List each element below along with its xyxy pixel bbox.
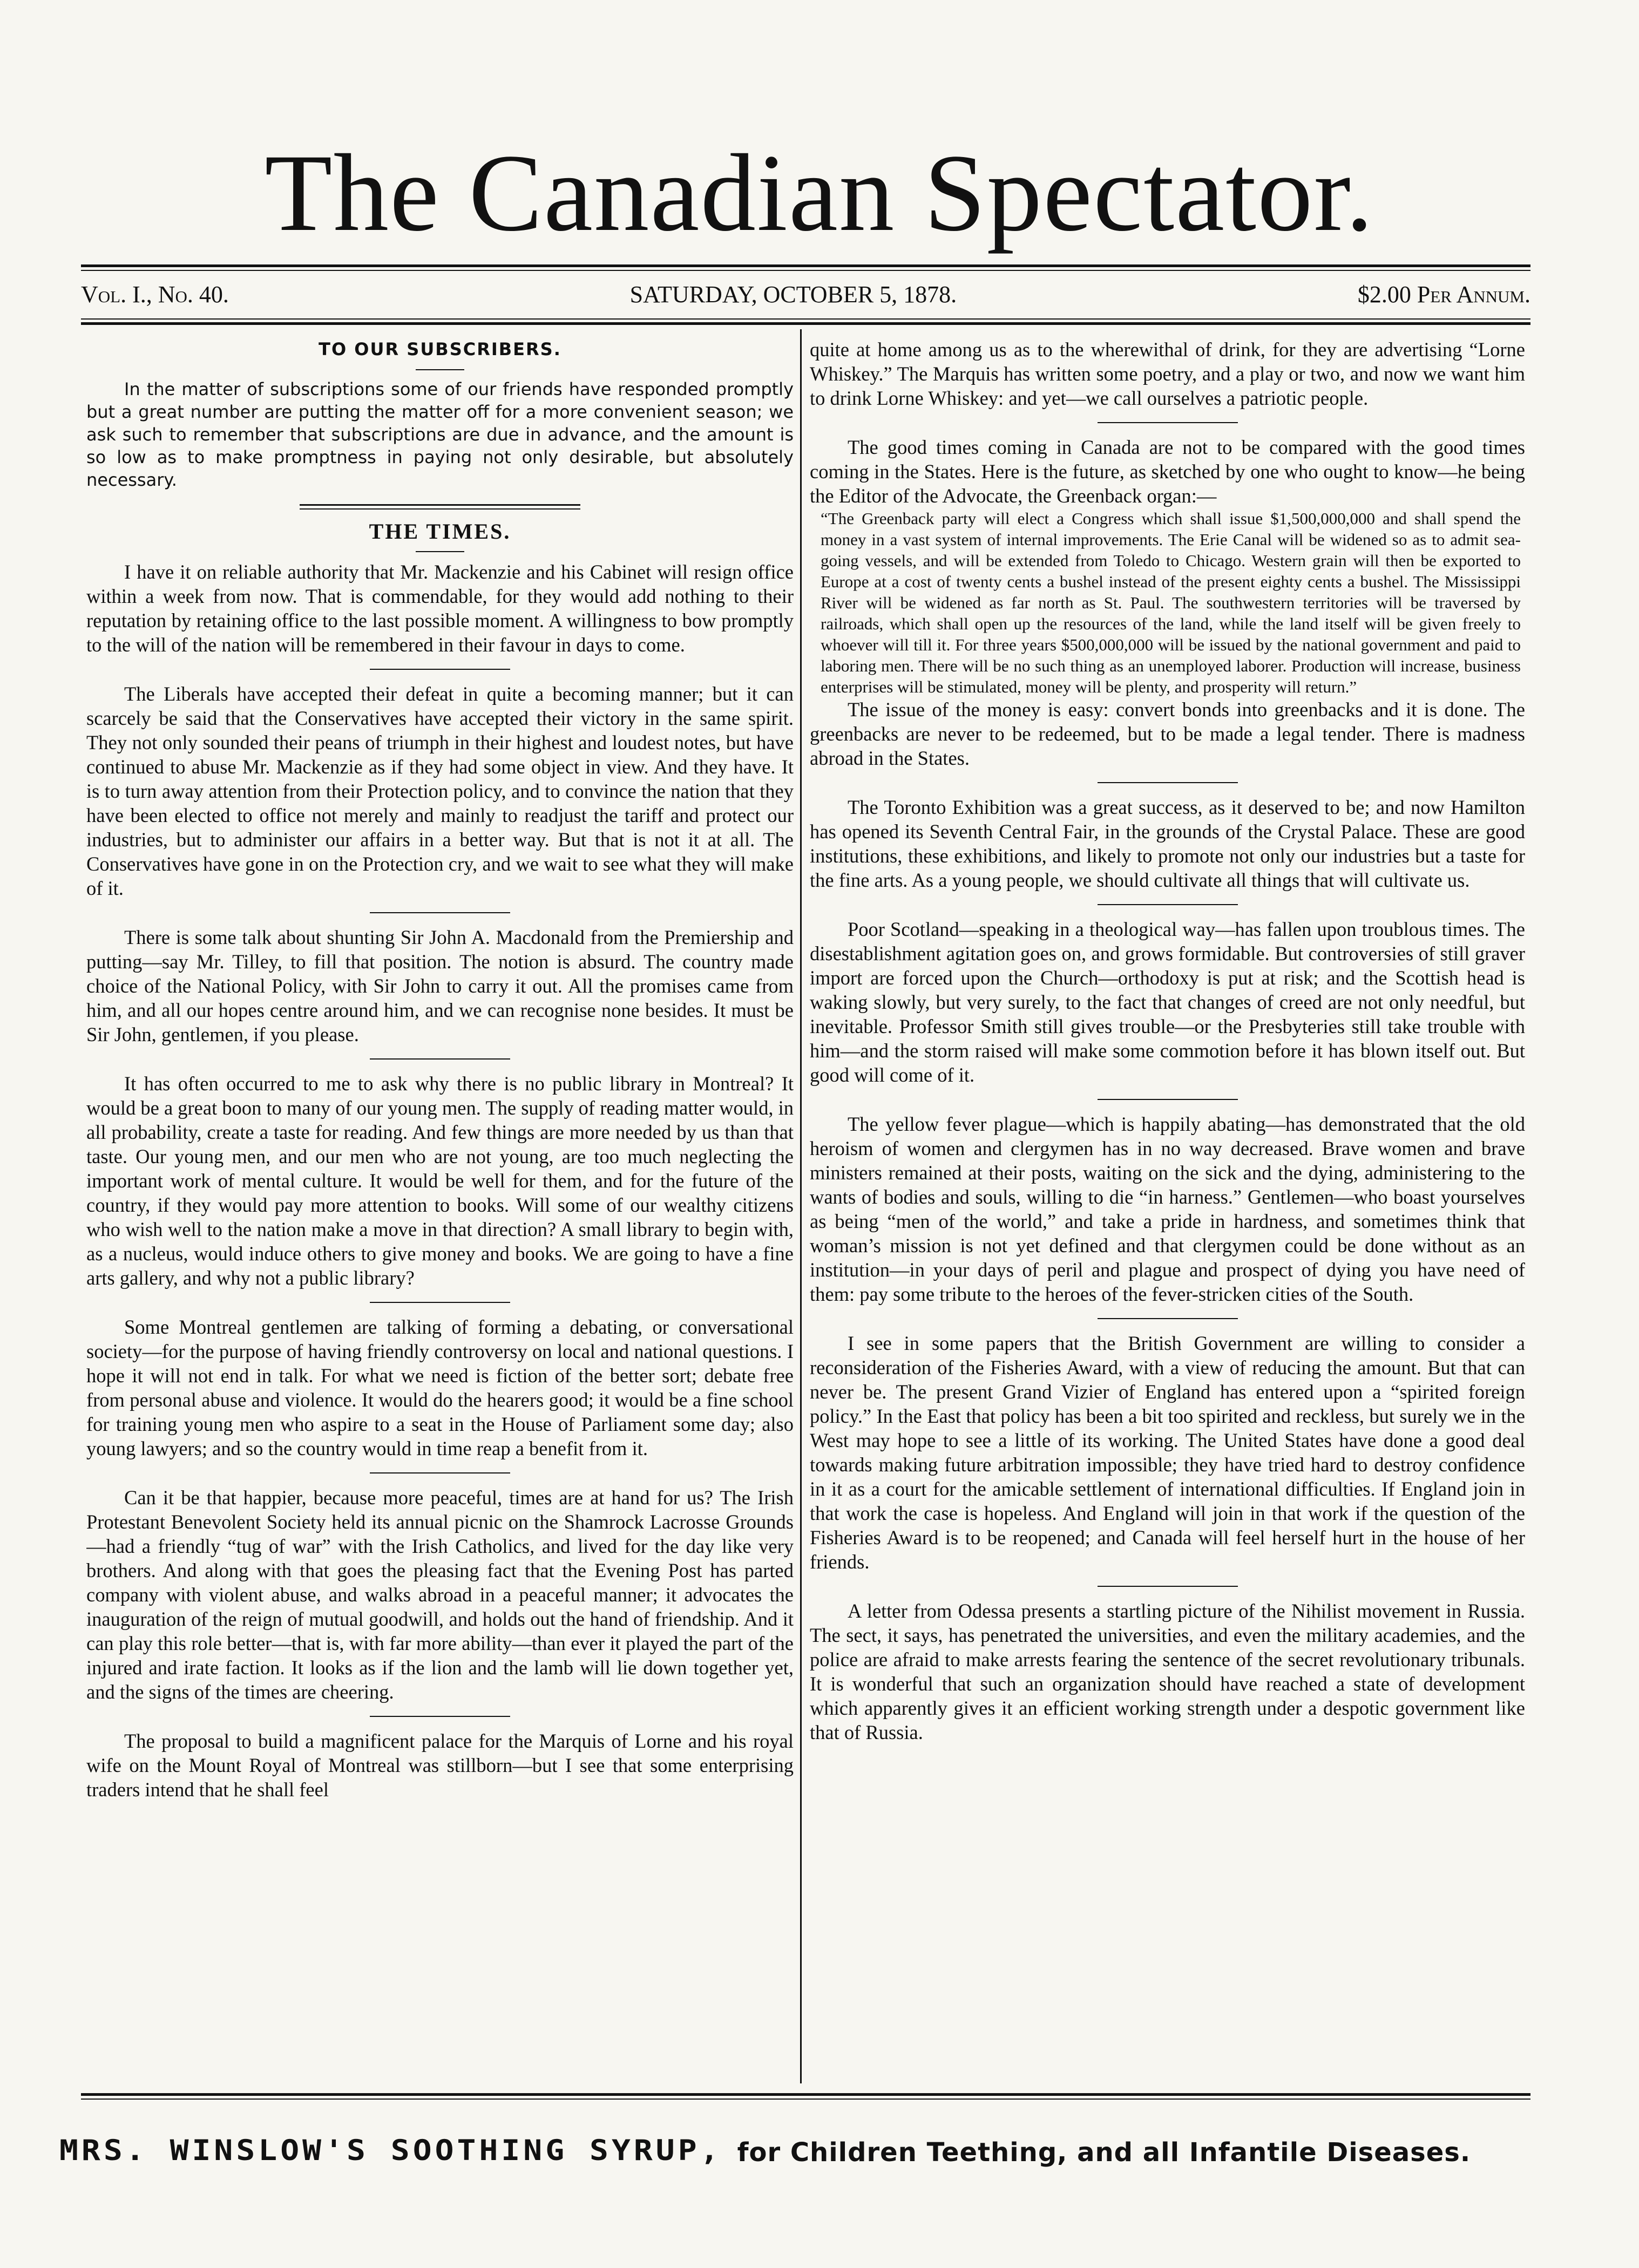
- greenback-quote: [810, 508, 1525, 697]
- masthead-title: The Canadian Spectator.: [265, 132, 1374, 254]
- right-column: [810, 337, 1525, 2070]
- paragraph-rule: [370, 1716, 510, 1717]
- article-paragraph: The Toronto Exhibition was a great success, as it deserved to be; and now Hamilton has opened its Seventh Central Fair, in the grounds of the Crystal Palace. These are good institutions, these exhibitions, and likely to promote not only our industries but a taste for the fine arts. As a young people, we should cultivate all things that will cultivate us.: [810, 796, 1525, 891]
- paragraph-rule: [1098, 1586, 1238, 1587]
- article-paragraph: The Liberals have accepted their defeat in quite a becoming manner; but it can scarcely be said that the Conservatives have accepted their victory in the same spirit. They not only sounded their peans of triumph in their highest and loudest notes, but have continued to abuse Mr. Mackenzie as if they had some object in view. And they have. It is to turn away attention from their Protection policy, and to convince the nation that they have been elected to office not merely and mainly to readjust the tariff and protect our industries, but to administer our affairs in a better way. But that is not it at all. The Conservatives have gone in on the Protection cry, and we wait to see what they will make of it.: [86, 683, 794, 899]
- paragraph-rule: [1098, 1318, 1238, 1319]
- column-divider: [800, 329, 802, 2083]
- section-rule: [300, 504, 580, 510]
- issue-date: SATURDAY, OCTOBER 5, 1878.: [629, 281, 957, 308]
- paragraph-rule: [370, 1472, 510, 1473]
- article-paragraph: The yellow fever plague—which is happily abating—has demonstrated that the old heroism of women and clergymen has in no way decreased. Brave women and brave ministers remained at their posts, waiting on the sick and the dying, administering to the wants of bodies and souls, willing to die “in harness.” Gentlemen—who boast yourselves as being “men of the world,” and take a pride in hardness, and sometimes think that woman’s mission is not yet defined and that clergymen could be done without as an institution—in your days of peril and plague and prospect of dying you have need of them: pay some tribute to the heroes of the fever-stricken cities of the South.: [810, 1113, 1525, 1305]
- left-column: [86, 337, 794, 2070]
- article-paragraph: The proposal to build a magnificent palace for the Marquis of Lorne and his royal wife on the Mount Royal of Montreal was stillborn—but I see that some enterprising traders intend that he shall feel: [86, 1730, 794, 1801]
- article-paragraph: There is some talk about shunting Sir John A. Macdonald from the Premiership and putting—say Mr. Tilley, to fill that position. The notion is absurd. The country made choice of the National Policy, with Sir John to carry it out. All the promises came from him, and all our hopes centre around him, and we can recognise none besides. It must be Sir John, gentlemen, if you please.: [86, 926, 794, 1045]
- subscribers-notice: In the matter of subscriptions some of our friends have responded promptly but a great number are putting the matter off for a more convenient season; we ask such to remember that subscriptions are due in advance, and the amount is so low as to make promptness in paying not only desirable, but absolutely necessary.: [86, 379, 794, 490]
- article-paragraph: Some Montreal gentlemen are talking of forming a debating, or conversational society—for the purpose of having friendly controversy on local and national questions. I hope it will not end in talk. For what we need is fiction of the better sort; debate free from personal abuse and violence. It would do the hearers good; it would be a fine school for training young men who aspire to a seat in the House of Parliament some day; also young lawyers; and so the country would in time reap a benefit from it.: [86, 1316, 794, 1459]
- masthead-rule-thin: [81, 270, 1530, 271]
- article-paragraph: The issue of the money is easy: convert bonds into greenbacks and it is done. The greenbacks are never to be redeemed, but to be made a legal tender. There is madness abroad in the States.: [810, 698, 1525, 769]
- article-paragraph: I have it on reliable authority that Mr. Mackenzie and his Cabinet will resign office within a week from now. That is commendable, for they would add nothing to their reputation by retaining office to the last possible moment. A willingness to bow promptly to the will of the nation will be remembered in their favour in days to come.: [86, 561, 794, 656]
- masthead-rule-top: [81, 264, 1530, 267]
- dateline-rule-thick: [81, 322, 1530, 325]
- heading-rule: [416, 369, 464, 370]
- subscribers-heading: TO OUR SUBSCRIBERS.: [319, 339, 561, 359]
- footer-rule-thick: [81, 2093, 1530, 2096]
- ad-tagline: for Children Teething, and all Infantile Diseases.: [737, 2137, 1471, 2168]
- article-paragraph: Poor Scotland—speaking in a theological way—has fallen upon troublous times. The disestablishment agitation goes on, and grows formidable. But controversies of still graver import are forced upon the Church—orthodoxy is put at risk; and the Scottish head is waking slowly, but very surely, to the fact that changes of creed are not only needful, but inevitable. Professor Smith still gives trouble—or the Presbyteries still take trouble with him—and the storm raised will make some commotion before it has blown itself out. But good will come of it.: [810, 918, 1525, 1086]
- ad-brand: MRS. WINSLOW'S SOOTHING SYRUP,: [59, 2134, 722, 2167]
- heading-rule: [416, 551, 464, 552]
- dateline: [81, 281, 1530, 308]
- article-paragraph: It has often occurred to me to ask why there is no public library in Montreal? It would be a great boon to many of our young men. The supply of reading matter would, in all probability, create a taste for reading. And few things are more needed by us than that taste. Our young men, and our men who are not young, are too much neglecting the important work of mental culture. It would be well for them, and for the future of the country, if they would pay more attention to books. Will some of our wealthy citizens who wish well to the nation make a move in that direction? A small library to begin with, as a nucleus, would induce others to give money and books. We are going to have a fine arts gallery, and why not a public library?: [86, 1072, 794, 1289]
- article-paragraph: A letter from Odessa presents a startling picture of the Nihilist movement in Russia. The sect, it says, has penetrated the universities, and even the military academies, and the police are afraid to make arrests fearing the sentence of the secret revolutionary tribunals. It is wonderful that such an organization should have reached a state of development which apparently gives it an efficient working strength under a despotic government like that of Russia.: [810, 1600, 1525, 1743]
- subscription-price: $2.00 Per Annum.: [1357, 281, 1530, 308]
- paragraph-rule: [1098, 904, 1238, 905]
- paragraph-rule: [370, 669, 510, 670]
- section-heading-the-times: THE TIMES.: [369, 519, 511, 544]
- advertisement: [59, 2132, 1549, 2169]
- article-paragraph: Can it be that happier, because more peaceful, times are at hand for us? The Irish Protestant Benevolent Society held its annual picnic on the Shamrock Lacrosse Grounds—had a friendly “tug of war” with the Irish Catholics, and lived for the day like very brothers. And along with that goes the pleasing fact that the Evening Post has parted company with violent abuse, and walks abroad in a peaceful manner; it advocates the inauguration of the reign of mutual goodwill, and holds out the hand of friendship. And it can play this role better—that is, with far more ability—than ever it played the part of the injured and irate faction. It looks as if the lion and the lamb will lie down together yet, and the signs of the times are cheering.: [86, 1486, 794, 1703]
- continued-paragraph: quite at home among us as to the wherewithal of drink, for they are advertising “Lorne Whiskey.” The Marquis has written some poetry, and a play or two, and now we want him to drink Lorne Whiskey: and yet—we call ourselves a patriotic people.: [810, 338, 1525, 409]
- paragraph-rule: [1098, 782, 1238, 783]
- dateline-rule-thin: [81, 318, 1530, 320]
- paragraph-rule: [1098, 1099, 1238, 1100]
- greenback-intro: The good times coming in Canada are not to be compared with the good times coming in the States. Here is the future, as sketched by one who ought to know—he being the Editor of the Advocate, the Greenback organ:—: [810, 436, 1525, 507]
- paragraph-rule: [370, 1302, 510, 1303]
- paragraph-rule: [370, 1058, 510, 1060]
- quote-text: “The Greenback party will elect a Congress which shall issue $1,500,000,000 and shall spend the money in a vast system of internal improvements. The Erie Canal will be widened so as to admit sea-going vessels, and will be extended from Toledo to Chicago. Western grain will then be exported to Europe at a cost of twenty cents a bushel instead of the present eighty cents a bushel. The Mississippi River will be widened as far north as St. Paul. The southwestern territories will be traversed by railroads, which shall open up the resources of the land, while the land itself will be given freely to whoever will till it. For three years $500,000,000 will be issued by the national government and paid to laboring men. There will be no such thing as an unemployed laborer. Production will increase, business enterprises will be stimulated, money will be plenty, and prosperity will return.”: [821, 509, 1521, 696]
- volume-number: Vol. I., No. 40.: [81, 281, 229, 308]
- footer-rule-thin: [81, 2099, 1530, 2100]
- article-paragraph: I see in some papers that the British Government are willing to consider a reconsideration of the Fisheries Award, with a view of reducing the amount. But that can never be. The present Grand Vizier of England has entered upon a “spirited foreign policy.” In the East that policy has been a bit too spirited and reckless, but surely we in the West may hope to see a little of its working. The United States have done a good deal towards making future arbitration impossible; they have tried hard to destroy confidence in it as a court for the amicable settlement of international difficulties. If England join in that work the case is hopeless. And England will join in that work if the question of the Fisheries Award is to be reopened; and Canada will feel herself hurt in the house of her friends.: [810, 1332, 1525, 1573]
- paragraph-rule: [370, 912, 510, 913]
- paragraph-rule: [1098, 422, 1238, 423]
